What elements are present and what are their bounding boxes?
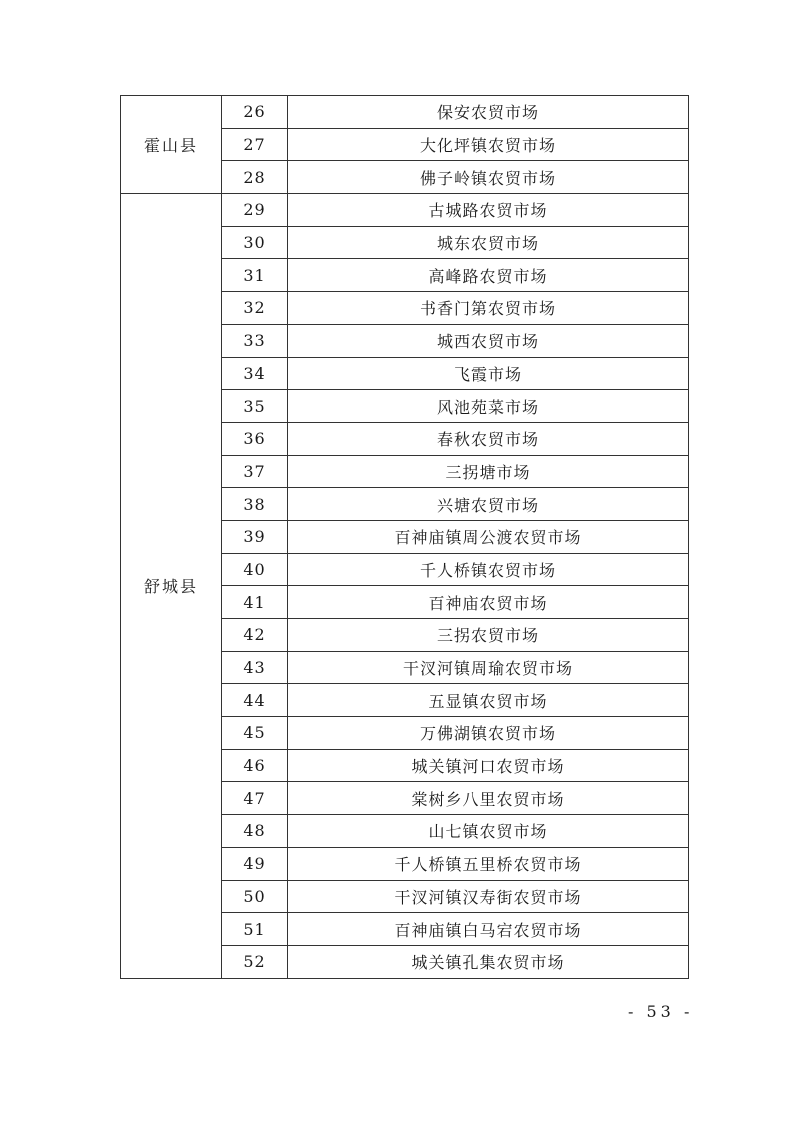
page-number: - 53 - xyxy=(628,1002,694,1021)
table-body xyxy=(121,96,689,979)
market-name-cell: 棠树乡八里农贸市场 xyxy=(288,782,689,815)
market-name-cell: 春秋农贸市场 xyxy=(288,422,689,455)
row-number-cell: 52 xyxy=(222,945,288,978)
market-name-cell: 飞霞市场 xyxy=(288,357,689,390)
market-name-cell: 百神庙镇周公渡农贸市场 xyxy=(288,520,689,553)
row-number-cell: 43 xyxy=(222,651,288,684)
market-name-cell: 百神庙镇白马宕农贸市场 xyxy=(288,913,689,946)
row-number-cell: 45 xyxy=(222,717,288,750)
row-number-cell: 36 xyxy=(222,422,288,455)
market-name-cell: 三拐塘市场 xyxy=(288,455,689,488)
market-name-cell: 城关镇孔集农贸市场 xyxy=(288,945,689,978)
row-number-cell: 46 xyxy=(222,749,288,782)
row-number-cell: 39 xyxy=(222,520,288,553)
row-number-cell: 32 xyxy=(222,292,288,325)
row-number-cell: 47 xyxy=(222,782,288,815)
market-name-cell: 书香门第农贸市场 xyxy=(288,292,689,325)
market-name-cell: 城西农贸市场 xyxy=(288,324,689,357)
market-name-cell: 城关镇河口农贸市场 xyxy=(288,749,689,782)
market-name-cell: 五显镇农贸市场 xyxy=(288,684,689,717)
row-number-cell: 29 xyxy=(222,194,288,227)
row-number-cell: 28 xyxy=(222,161,288,194)
market-name-cell: 风池苑菜市场 xyxy=(288,390,689,423)
row-number-cell: 50 xyxy=(222,880,288,913)
market-name-cell: 千人桥镇农贸市场 xyxy=(288,553,689,586)
row-number-cell: 40 xyxy=(222,553,288,586)
row-number-cell: 30 xyxy=(222,226,288,259)
row-number-cell: 49 xyxy=(222,847,288,880)
market-name-cell: 干汊河镇周瑜农贸市场 xyxy=(288,651,689,684)
row-number-cell: 31 xyxy=(222,259,288,292)
market-name-cell: 保安农贸市场 xyxy=(288,96,689,129)
market-name-cell: 山七镇农贸市场 xyxy=(288,815,689,848)
row-number-cell: 33 xyxy=(222,324,288,357)
market-name-cell: 古城路农贸市场 xyxy=(288,194,689,227)
row-number-cell: 38 xyxy=(222,488,288,521)
market-name-cell: 干汊河镇汉寿街农贸市场 xyxy=(288,880,689,913)
row-number-cell: 34 xyxy=(222,357,288,390)
row-number-cell: 35 xyxy=(222,390,288,423)
market-name-cell: 高峰路农贸市场 xyxy=(288,259,689,292)
table-row xyxy=(121,194,689,227)
row-number-cell: 48 xyxy=(222,815,288,848)
county-cell: 霍山县 xyxy=(121,96,222,194)
row-number-cell: 41 xyxy=(222,586,288,619)
market-name-cell: 城东农贸市场 xyxy=(288,226,689,259)
market-name-cell: 百神庙农贸市场 xyxy=(288,586,689,619)
market-name-cell: 千人桥镇五里桥农贸市场 xyxy=(288,847,689,880)
market-name-cell: 佛子岭镇农贸市场 xyxy=(288,161,689,194)
row-number-cell: 44 xyxy=(222,684,288,717)
market-name-cell: 兴塘农贸市场 xyxy=(288,488,689,521)
row-number-cell: 51 xyxy=(222,913,288,946)
table-row xyxy=(121,96,689,129)
market-name-cell: 万佛湖镇农贸市场 xyxy=(288,717,689,750)
row-number-cell: 37 xyxy=(222,455,288,488)
market-name-cell: 三拐农贸市场 xyxy=(288,619,689,652)
market-name-cell: 大化坪镇农贸市场 xyxy=(288,128,689,161)
row-number-cell: 27 xyxy=(222,128,288,161)
row-number-cell: 26 xyxy=(222,96,288,129)
market-list-table xyxy=(120,95,689,979)
row-number-cell: 42 xyxy=(222,619,288,652)
county-cell: 舒城县 xyxy=(121,194,222,979)
